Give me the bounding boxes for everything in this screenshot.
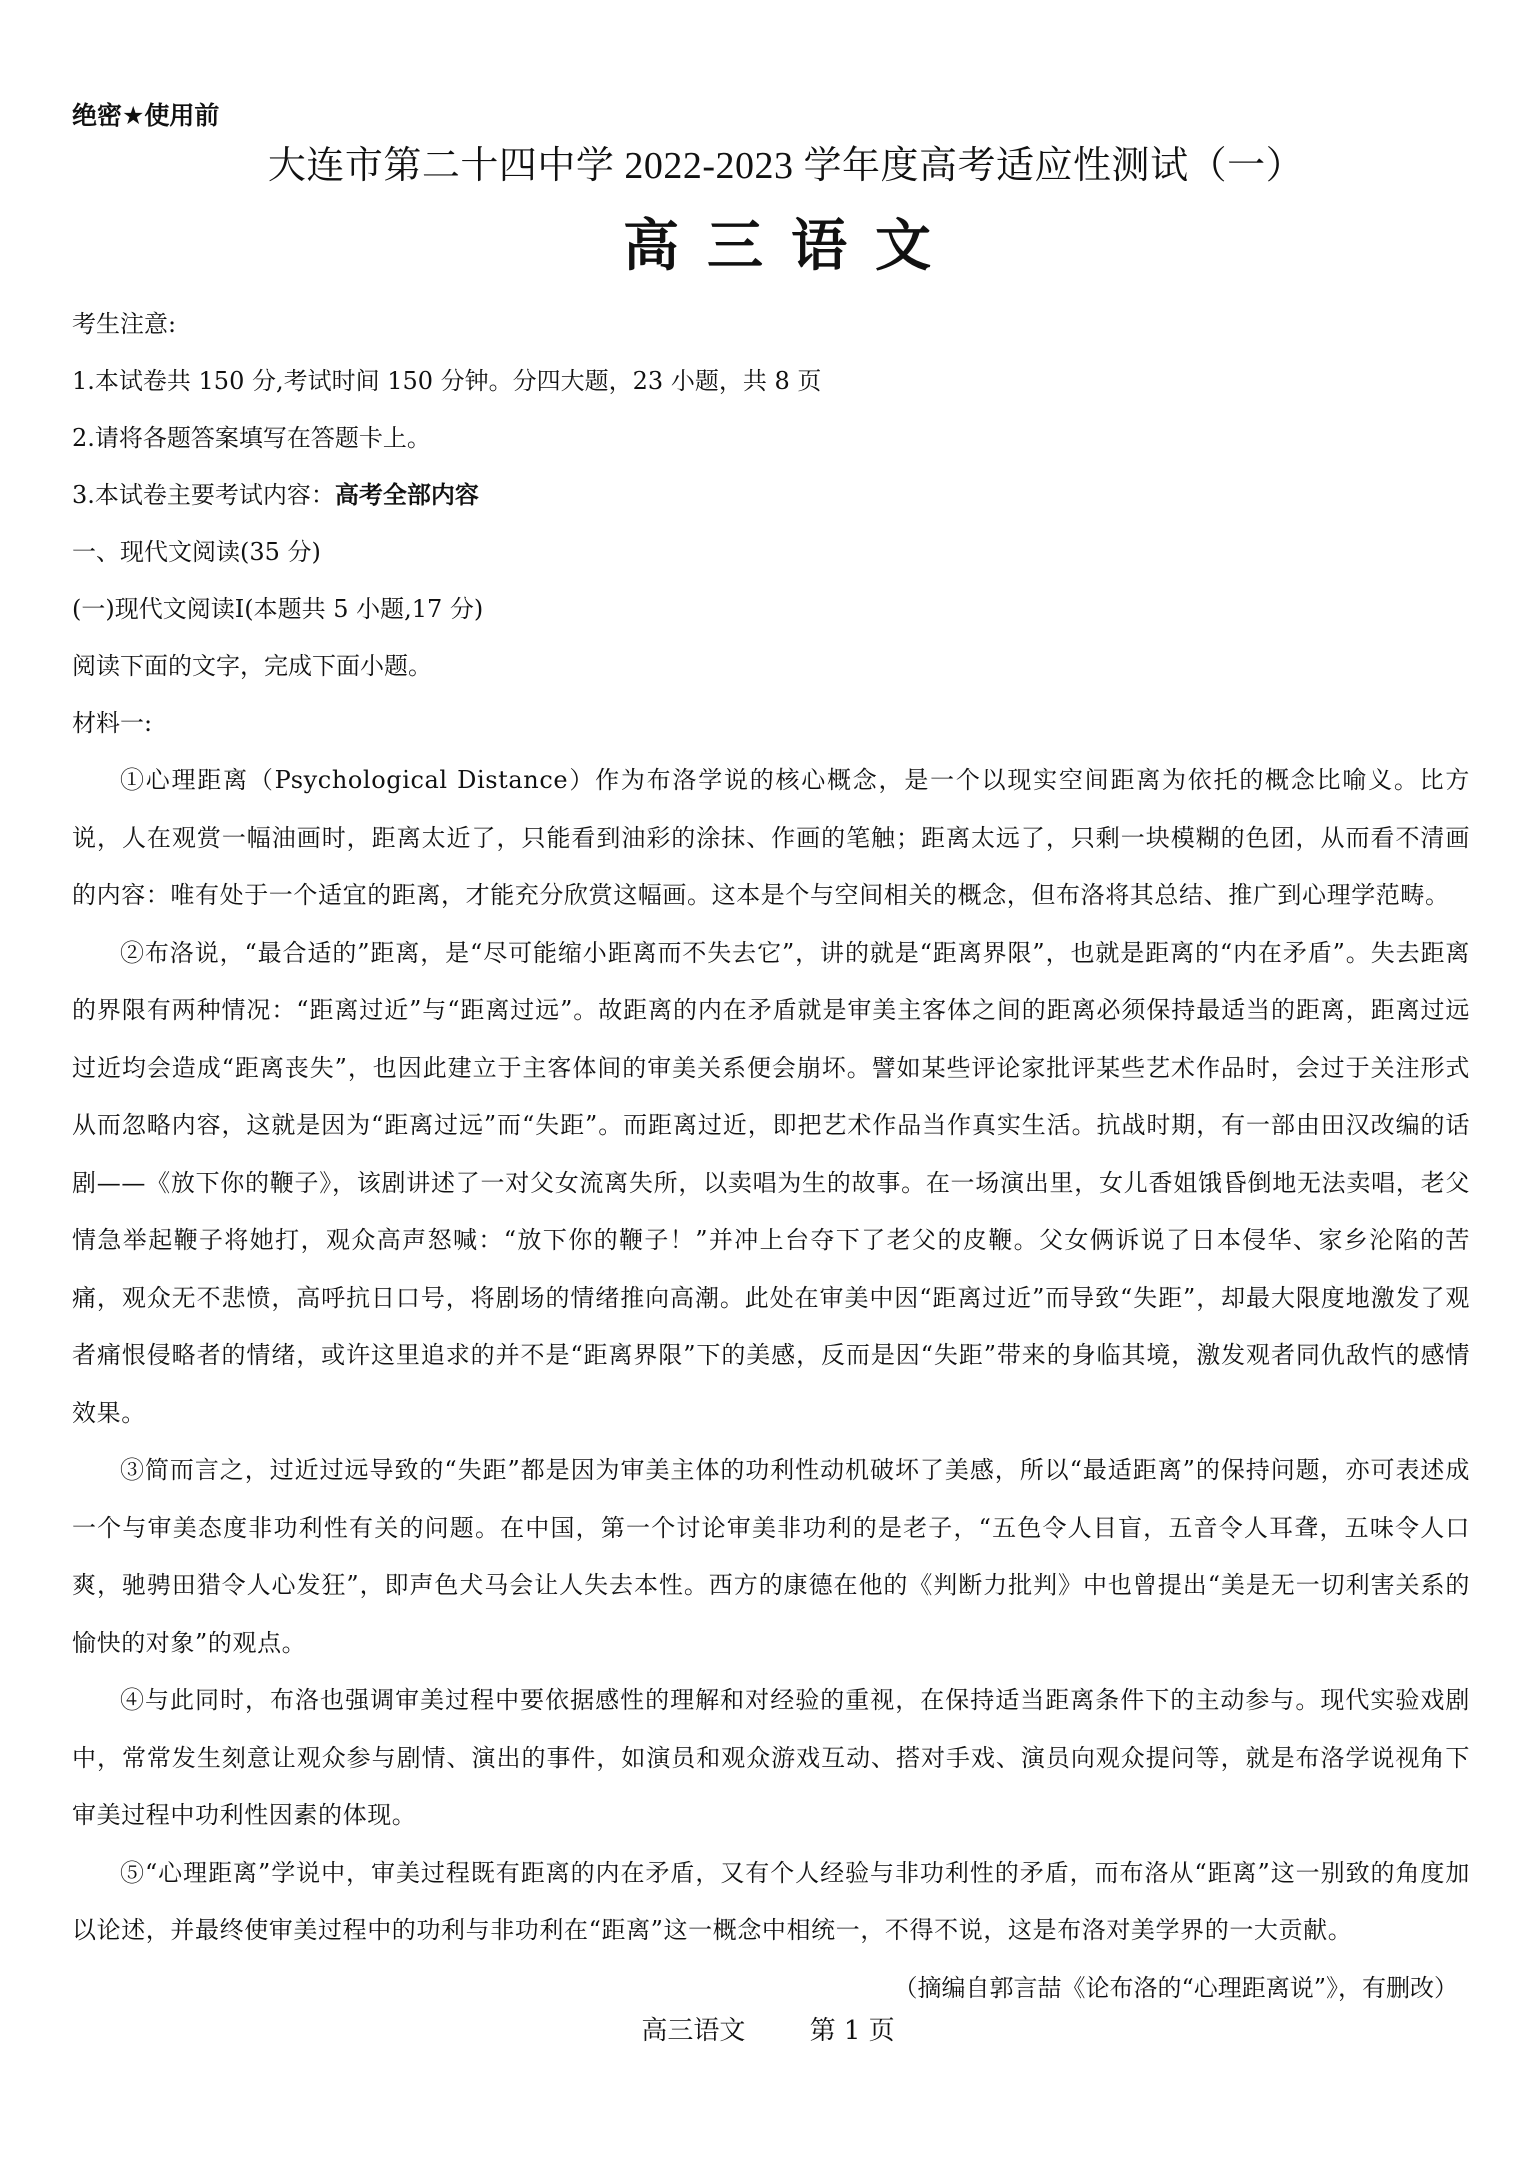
material-body bbox=[72, 752, 1470, 1960]
subject-title: 高三语文 bbox=[623, 213, 959, 279]
paragraph-3: ③简而言之，过近过远导致的“失距”都是因为审美主体的功利性动机破坏了美感，所以“最适距离”的保持问题，亦可表述成一个与审美态度非功利性有关的问题。在中国，第一个讨论审美非功利的是老子，“五色令人目盲，五音令人耳聋，五味令人口爽，驰骋田猎令人心发狂”，即声色犬马会让人失去本性。西方的康德在他的《判断力批判》中也曾提出“美是无一切利害关系的愉快的对象”的观点。 bbox=[72, 1456, 1470, 1657]
instruction: 阅读下面的文字，完成下面小题。 bbox=[72, 652, 432, 680]
notice-item-3-prefix: 3.本试卷主要考试内容： bbox=[72, 481, 335, 509]
notice-item-2: 2.请将各题答案填写在答题卡上。 bbox=[72, 424, 431, 452]
footer-subject: 高三语文 bbox=[641, 2016, 746, 2046]
notice-heading: 考生注意: bbox=[72, 310, 177, 338]
material-label: 材料一: bbox=[72, 709, 153, 737]
paragraph-4: ④与此同时，布洛也强调审美过程中要依据感性的理解和对经验的重视，在保持适当距离条件下的主动参与。现代实验戏剧中，常常发生刻意让观众参与剧情、演出的事件，如演员和观众游戏互动、搭对手戏、演员向观众提问等，就是布洛学说视角下审美过程中功利性因素的体现。 bbox=[72, 1686, 1470, 1829]
paragraph-5: ⑤“心理距离”学说中，审美过程既有距离的内在矛盾，又有个人经验与非功利性的矛盾，而布洛从“距离”这一别致的角度加以论述，并最终使审美过程中的功利与非功利在“距离”这一概念中相统一，不得不说，这是布洛对美学界的一大贡献。 bbox=[72, 1858, 1470, 1944]
page-footer bbox=[0, 2010, 1536, 2047]
notice-item-3 bbox=[72, 467, 1470, 524]
exam-title: 大连市第二十四中学 2022-2023 学年度高考适应性测试（一） bbox=[267, 145, 1305, 187]
notice-block bbox=[72, 296, 1470, 524]
notice-item-3-bold: 高考全部内容 bbox=[334, 481, 479, 509]
section-header bbox=[72, 524, 1470, 752]
footer-page-number: 第 1 页 bbox=[809, 2016, 895, 2046]
part-title: 一、现代文阅读(35 分) bbox=[72, 538, 321, 566]
sub-title: (一)现代文阅读I(本题共 5 小题,17 分) bbox=[72, 595, 484, 623]
paragraph-2: ②布洛说，“最合适的”距离，是“尽可能缩小距离而不失去它”，讲的就是“距离界限”，也就是距离的“内在矛盾”。失去距离的界限有两种情况：“距离过近”与“距离过远”。故距离的内在矛盾就是审美主客体之间的距离必须保持最适当的距离，距离过远过近均会造成“距离丧失”，也因此建立于主客体间的审美关系便会崩坏。譬如某些评论家批评某些艺术作品时，会过于关注形式从而忽略内容，这就是因为“距离过远”而“失距”。而距离过近，即把艺术作品当作真实生活。抗战时期，有一部由田汉改编的话剧——《放下你的鞭子》，该剧讲述了一对父女流离失所，以卖唱为生的故事。在一场演出里，女儿香姐饿昏倒地无法卖唱，老父情急举起鞭子将她打，观众高声怒喊：“放下你的鞭子！”并冲上台夺下了老父的皮鞭。父女俩诉说了日本侵华、家乡沦陷的苦痛，观众无不悲愤，高呼抗日口号，将剧场的情绪推向高潮。此处在审美中因“距离过近”而导致“失距”，却最大限度地激发了观者痛恨侵略者的情绪，或许这里追求的并不是“距离界限”下的美感，反而是因“失距”带来的身临其境，激发观者同仇敌忾的感情效果。 bbox=[72, 938, 1470, 1427]
exam-page bbox=[72, 96, 1470, 2017]
source-citation: （摘编自郭言喆《论布洛的“心理距离说”》，有删改） bbox=[893, 1973, 1458, 2002]
notice-item-1: 1.本试卷共 150 分,考试时间 150 分钟。分四大题，23 小题，共 8 页 bbox=[72, 367, 822, 395]
secret-label: 绝密★使用前 bbox=[72, 101, 220, 130]
paragraph-1: ①心理距离（Psychological Distance）作为布洛学说的核心概念，是一个以现实空间距离为依托的概念比喻义。比方说，人在观赏一幅油画时，距离太近了，只能看到油彩的涂抹、作画的笔触；距离太远了，只剩一块模糊的色团，从而看不清画的内容：唯有处于一个适宜的距离，才能充分欣赏这幅画。这本是个与空间相关的概念，但布洛将其总结、推广到心理学范畴。 bbox=[72, 766, 1470, 909]
